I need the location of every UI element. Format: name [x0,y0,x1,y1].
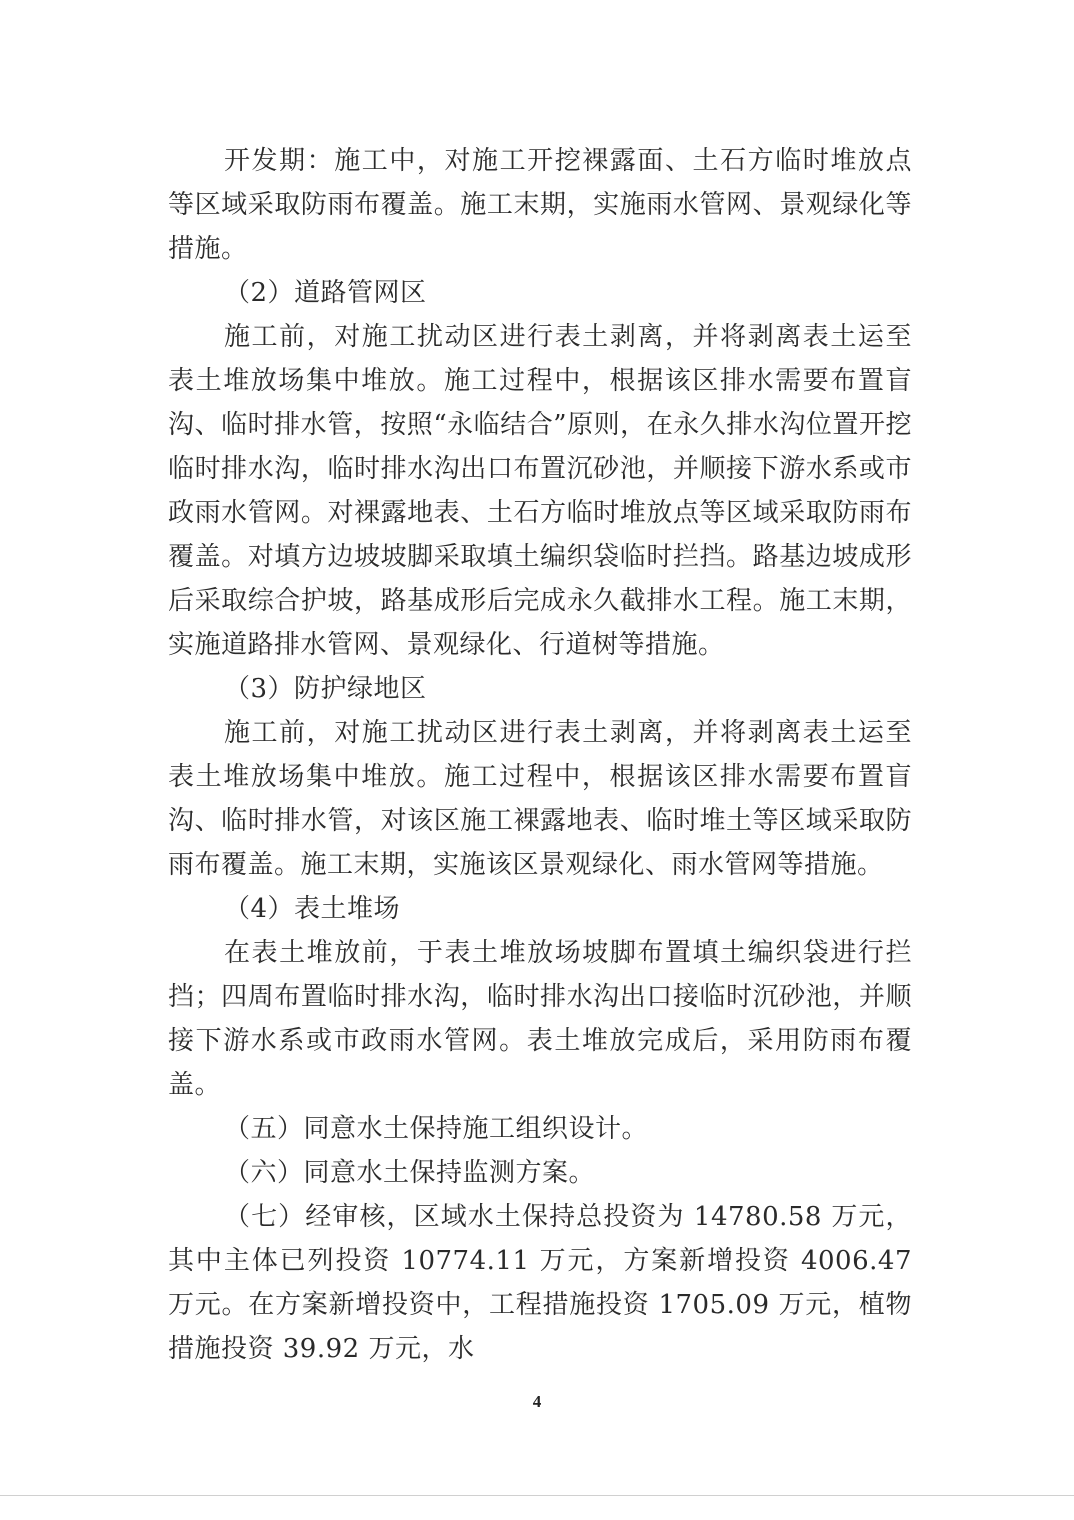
clause-construction-organization: （五）同意水土保持施工组织设计。 [224,1114,649,1144]
page-number: 4 [532,1392,542,1411]
paragraph-protective-green-measures: 施工前，对施工扰动区进行表土剥离，并将剥离表土运至表土堆放场集中堆放。施工过程中，根据该区排水需要布置盲沟、临时排水管，对该区施工裸露地表、临时堆土等区域采取防雨布覆盖。施工末期，实施该区景观绿化、雨水管网等措施。 [168,718,912,880]
paragraph-development-period: 开发期：施工中，对施工开挖裸露面、土石方临时堆放点等区域采取防雨布覆盖。施工末期，实施雨水管网、景观绿化等措施。 [168,146,912,264]
paragraph-topsoil-yard-measures: 在表土堆放前，于表土堆放场坡脚布置填土编织袋进行拦挡；四周布置临时排水沟，临时排水沟出口接临时沉砂池，并顺接下游水系或市政雨水管网。表土堆放完成后，采用防雨布覆盖。 [168,938,912,1100]
clause-monitoring-plan: （六）同意水土保持监测方案。 [224,1158,596,1188]
heading-protective-green-area: （3）防护绿地区 [224,674,427,704]
heading-topsoil-yard: （4）表土堆场 [224,894,401,924]
clause-investment: （七）经审核，区域水土保持总投资为 14780.58 万元，其中主体已列投资 10774.11 万元，方案新增投资 4006.47 万元。在方案新增投资中，工程措施投资 1705.09 万元，植物措施投资 39.92 万元，水 [168,1202,912,1364]
scan-edge-line [0,1495,1074,1496]
heading-road-pipe-network-area: （2）道路管网区 [224,278,427,308]
paragraph-road-pipe-network-measures: 施工前，对施工扰动区进行表土剥离，并将剥离表土运至表土堆放场集中堆放。施工过程中，根据该区排水需要布置盲沟、临时排水管，按照“永临结合”原则，在永久排水沟位置开挖临时排水沟，临时排水沟出口布置沉砂池，并顺接下游水系或市政雨水管网。对裸露地表、土石方临时堆放点等区域采取防雨布覆盖。对填方边坡坡脚采取填土编织袋临时拦挡。路基边坡成形后采取综合护坡，路基成形后完成永久截排水工程。施工末期，实施道路排水管网、景观绿化、行道树等措施。 [168,322,912,660]
body-text [168,139,912,1371]
